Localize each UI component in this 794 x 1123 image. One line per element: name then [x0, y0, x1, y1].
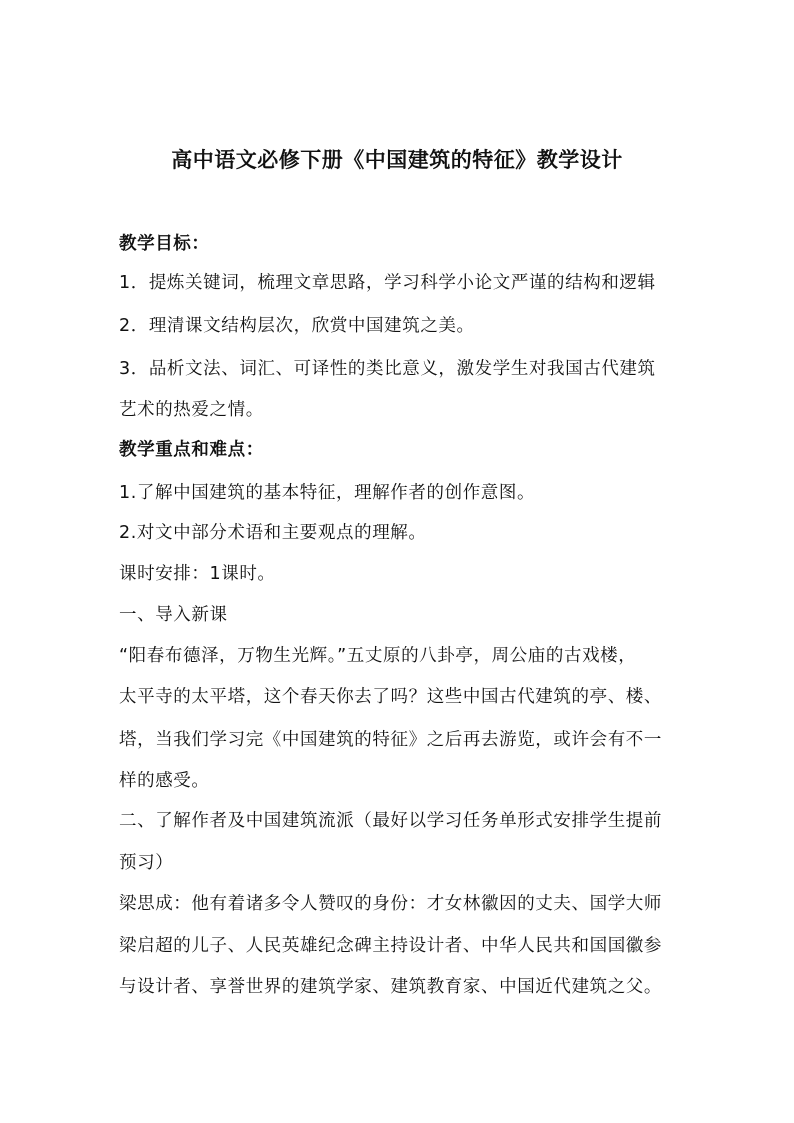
objectives-heading: 教学目标：: [119, 234, 210, 254]
schedule-text: 课时安排：1课时。: [119, 564, 276, 584]
section-1-paragraph-line-2: 太平寺的太平塔，这个春天你去了吗？这些中国古代建筑的亭、楼、: [119, 687, 662, 707]
section-2-paragraph-line-1: 梁思成：他有着诸多令人赞叹的身份：才女林徽因的丈夫、国学大师: [119, 894, 662, 914]
section-1-paragraph-line-4: 样的感受。: [119, 771, 210, 791]
key-points-heading: 教学重点和难点：: [119, 440, 264, 460]
objective-item-1: 1．提炼关键词，梳理文章思路，学习科学小论文严谨的结构和逻辑: [119, 273, 656, 293]
objective-item-3-line-2: 艺术的热爱之情。: [119, 400, 264, 420]
key-point-item-2: 2.对文中部分术语和主要观点的理解。: [119, 523, 427, 543]
page-title: 高中语文必修下册《中国建筑的特征》教学设计: [171, 147, 623, 172]
section-1-heading: 一、导入新课: [119, 605, 228, 625]
key-point-item-1: 1.了解中国建筑的基本特征，理解作者的创作意图。: [119, 483, 536, 503]
section-2-heading-line-1: 二、了解作者及中国建筑流派（最好以学习任务单形式安排学生提前: [119, 811, 662, 831]
section-2-paragraph-line-2: 梁启超的儿子、人民英雄纪念碑主持设计者、中华人民共和国国徽参: [119, 936, 662, 956]
section-2-heading-line-2: 预习）: [119, 853, 174, 873]
objective-item-3-line-1: 3．品析文法、词汇、可译性的类比意义，激发学生对我国古代建筑: [119, 359, 656, 379]
objective-item-2: 2．理清课文结构层次，欣赏中国建筑之美。: [119, 316, 475, 336]
section-1-paragraph-line-1: “阳春布德泽，万物生光辉。”五丈原的八卦亭，周公庙的古戏楼，: [119, 646, 637, 666]
section-2-paragraph-line-3: 与设计者、享誉世界的建筑学家、建筑教育家、中国近代建筑之父。: [119, 977, 662, 997]
section-1-paragraph-line-3: 塔，当我们学习完《中国建筑的特征》之后再去游览，或许会有不一: [119, 730, 662, 750]
